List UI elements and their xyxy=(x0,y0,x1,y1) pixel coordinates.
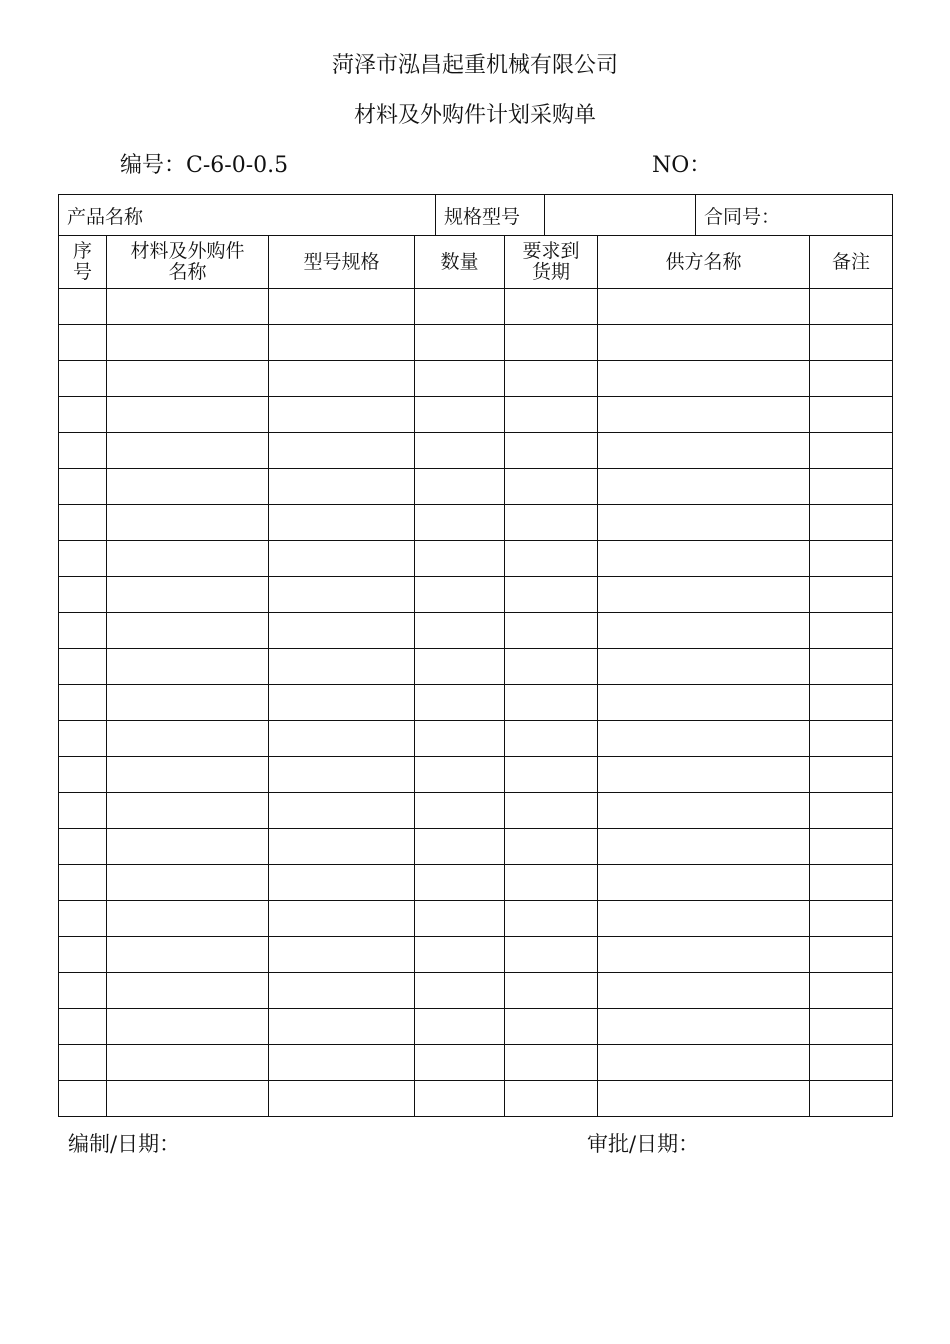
supplier-cell[interactable] xyxy=(598,505,810,541)
col-header-material-line2: 名称 xyxy=(168,261,207,283)
material-name-cell[interactable] xyxy=(107,469,269,505)
remarks-cell[interactable] xyxy=(810,289,893,325)
table-body xyxy=(59,289,893,1117)
remarks-cell[interactable] xyxy=(810,1045,893,1081)
material-name-cell[interactable] xyxy=(107,865,269,901)
remarks-cell[interactable] xyxy=(810,721,893,757)
seq-cell[interactable] xyxy=(59,757,107,793)
remarks-cell[interactable] xyxy=(810,397,893,433)
due-date-cell[interactable] xyxy=(505,973,598,1009)
material-name-cell[interactable] xyxy=(107,793,269,829)
purchase-table xyxy=(58,235,893,1117)
supplier-cell[interactable] xyxy=(598,613,810,649)
model-spec-cell[interactable] xyxy=(269,721,415,757)
table-row xyxy=(59,973,893,1009)
company-name: 菏泽市泓昌起重机械有限公司 xyxy=(331,53,618,78)
remarks-cell[interactable] xyxy=(810,613,893,649)
model-spec-cell[interactable] xyxy=(269,901,415,937)
table-row xyxy=(59,505,893,541)
spec-value-field[interactable] xyxy=(545,195,696,236)
product-name-label: 产品名称 xyxy=(59,195,436,236)
model-spec-cell[interactable] xyxy=(269,397,415,433)
table-row xyxy=(59,829,893,865)
seq-cell[interactable] xyxy=(59,721,107,757)
table-row xyxy=(59,793,893,829)
quantity-cell[interactable] xyxy=(415,829,505,865)
quantity-cell[interactable] xyxy=(415,685,505,721)
table-row xyxy=(59,613,893,649)
supplier-cell[interactable] xyxy=(598,829,810,865)
table-row xyxy=(59,433,893,469)
material-name-cell[interactable] xyxy=(107,973,269,1009)
quantity-cell[interactable] xyxy=(415,1081,505,1117)
model-spec-cell[interactable] xyxy=(269,973,415,1009)
seq-cell[interactable] xyxy=(59,901,107,937)
supplier-cell[interactable] xyxy=(598,937,810,973)
supplier-cell[interactable] xyxy=(598,289,810,325)
due-date-cell[interactable] xyxy=(505,937,598,973)
supplier-cell[interactable] xyxy=(598,685,810,721)
model-spec-cell[interactable] xyxy=(269,433,415,469)
col-header-material-name xyxy=(107,236,269,289)
due-date-cell[interactable] xyxy=(505,865,598,901)
due-date-cell[interactable] xyxy=(505,361,598,397)
due-date-cell[interactable] xyxy=(505,541,598,577)
seq-cell[interactable] xyxy=(59,361,107,397)
model-spec-cell[interactable] xyxy=(269,793,415,829)
remarks-cell[interactable] xyxy=(810,541,893,577)
model-spec-cell[interactable] xyxy=(269,937,415,973)
table-row xyxy=(59,361,893,397)
due-date-cell[interactable] xyxy=(505,685,598,721)
supplier-cell[interactable] xyxy=(598,541,810,577)
due-date-cell[interactable] xyxy=(505,901,598,937)
material-name-cell[interactable] xyxy=(107,829,269,865)
seq-cell[interactable] xyxy=(59,793,107,829)
material-name-cell[interactable] xyxy=(107,901,269,937)
spec-label: 规格型号 xyxy=(436,195,545,236)
seq-cell[interactable] xyxy=(59,829,107,865)
model-spec-cell[interactable] xyxy=(269,361,415,397)
quantity-cell[interactable] xyxy=(415,757,505,793)
material-name-cell[interactable] xyxy=(107,397,269,433)
material-name-cell[interactable] xyxy=(107,505,269,541)
quantity-cell[interactable] xyxy=(415,361,505,397)
remarks-cell[interactable] xyxy=(810,361,893,397)
table-row xyxy=(59,757,893,793)
remarks-cell[interactable] xyxy=(810,973,893,1009)
supplier-cell[interactable] xyxy=(598,325,810,361)
seq-cell[interactable] xyxy=(59,1045,107,1081)
table-row xyxy=(59,685,893,721)
material-name-cell[interactable] xyxy=(107,721,269,757)
table-row xyxy=(59,865,893,901)
quantity-cell[interactable] xyxy=(415,721,505,757)
remarks-cell[interactable] xyxy=(810,325,893,361)
seq-cell[interactable] xyxy=(59,865,107,901)
col-header-due-line2: 货期 xyxy=(531,261,570,283)
col-header-material-line1: 材料及外购件 xyxy=(130,240,245,262)
table-row xyxy=(59,577,893,613)
table-row xyxy=(59,937,893,973)
quantity-cell[interactable] xyxy=(415,865,505,901)
col-header-seq-line1: 序 xyxy=(72,240,92,262)
seq-cell[interactable] xyxy=(59,1009,107,1045)
remarks-cell[interactable] xyxy=(810,865,893,901)
remarks-cell[interactable] xyxy=(810,433,893,469)
seq-cell[interactable] xyxy=(59,469,107,505)
supplier-cell[interactable] xyxy=(598,1045,810,1081)
model-spec-cell[interactable] xyxy=(269,541,415,577)
quantity-cell[interactable] xyxy=(415,433,505,469)
prepared-by-date: 编制/日期： xyxy=(68,1132,181,1156)
supplier-cell[interactable] xyxy=(598,649,810,685)
table-row xyxy=(59,1081,893,1117)
due-date-cell[interactable] xyxy=(505,721,598,757)
supplier-cell[interactable] xyxy=(598,577,810,613)
material-name-cell[interactable] xyxy=(107,937,269,973)
remarks-cell[interactable] xyxy=(810,505,893,541)
contract-number-label: 合同号： xyxy=(696,195,893,236)
table-row xyxy=(59,469,893,505)
material-name-cell[interactable] xyxy=(107,577,269,613)
table-row xyxy=(59,397,893,433)
col-header-seq xyxy=(59,236,107,289)
col-header-due-line1: 要求到 xyxy=(522,240,580,262)
remarks-cell[interactable] xyxy=(810,469,893,505)
due-date-cell[interactable] xyxy=(505,289,598,325)
material-name-cell[interactable] xyxy=(107,685,269,721)
model-spec-cell[interactable] xyxy=(269,865,415,901)
supplier-cell[interactable] xyxy=(598,757,810,793)
due-date-cell[interactable] xyxy=(505,1081,598,1117)
quantity-cell[interactable] xyxy=(415,469,505,505)
quantity-cell[interactable] xyxy=(415,397,505,433)
due-date-cell[interactable] xyxy=(505,433,598,469)
quantity-cell[interactable] xyxy=(415,577,505,613)
remarks-cell[interactable] xyxy=(810,1081,893,1117)
quantity-cell[interactable] xyxy=(415,1045,505,1081)
seq-cell[interactable] xyxy=(59,577,107,613)
due-date-cell[interactable] xyxy=(505,397,598,433)
form-number-label: NO： xyxy=(652,153,712,178)
product-info-row xyxy=(58,194,893,236)
col-header-supplier: 供方名称 xyxy=(598,236,810,289)
seq-cell[interactable] xyxy=(59,649,107,685)
model-spec-cell[interactable] xyxy=(269,649,415,685)
material-name-cell[interactable] xyxy=(107,325,269,361)
remarks-cell[interactable] xyxy=(810,577,893,613)
quantity-cell[interactable] xyxy=(415,649,505,685)
material-name-cell[interactable] xyxy=(107,1045,269,1081)
table-row xyxy=(59,541,893,577)
quantity-cell[interactable] xyxy=(415,613,505,649)
due-date-cell[interactable] xyxy=(505,469,598,505)
quantity-cell[interactable] xyxy=(415,973,505,1009)
supplier-cell[interactable] xyxy=(598,1081,810,1117)
material-name-cell[interactable] xyxy=(107,361,269,397)
col-header-remarks: 备注 xyxy=(810,236,893,289)
model-spec-cell[interactable] xyxy=(269,325,415,361)
seq-cell[interactable] xyxy=(59,613,107,649)
due-date-cell[interactable] xyxy=(505,829,598,865)
supplier-cell[interactable] xyxy=(598,361,810,397)
remarks-cell[interactable] xyxy=(810,1009,893,1045)
quantity-cell[interactable] xyxy=(415,793,505,829)
remarks-cell[interactable] xyxy=(810,649,893,685)
quantity-cell[interactable] xyxy=(415,289,505,325)
remarks-cell[interactable] xyxy=(810,793,893,829)
due-date-cell[interactable] xyxy=(505,505,598,541)
remarks-cell[interactable] xyxy=(810,757,893,793)
supplier-cell[interactable] xyxy=(598,721,810,757)
model-spec-cell[interactable] xyxy=(269,505,415,541)
due-date-cell[interactable] xyxy=(505,1045,598,1081)
approved-by-date: 审批/日期： xyxy=(587,1132,700,1156)
model-spec-cell[interactable] xyxy=(269,289,415,325)
quantity-cell[interactable] xyxy=(415,901,505,937)
model-spec-cell[interactable] xyxy=(269,757,415,793)
seq-cell[interactable] xyxy=(59,973,107,1009)
due-date-cell[interactable] xyxy=(505,649,598,685)
remarks-cell[interactable] xyxy=(810,937,893,973)
table-row xyxy=(59,289,893,325)
due-date-cell[interactable] xyxy=(505,757,598,793)
table-row xyxy=(59,1009,893,1045)
supplier-cell[interactable] xyxy=(598,397,810,433)
col-header-model-spec: 型号规格 xyxy=(269,236,415,289)
quantity-cell[interactable] xyxy=(415,325,505,361)
table-row xyxy=(59,721,893,757)
col-header-quantity: 数量 xyxy=(415,236,505,289)
due-date-cell[interactable] xyxy=(505,577,598,613)
due-date-cell[interactable] xyxy=(505,793,598,829)
model-spec-cell[interactable] xyxy=(269,469,415,505)
quantity-cell[interactable] xyxy=(415,541,505,577)
supplier-cell[interactable] xyxy=(598,469,810,505)
material-name-cell[interactable] xyxy=(107,433,269,469)
seq-cell[interactable] xyxy=(59,325,107,361)
table-header-row xyxy=(59,236,893,289)
table-row xyxy=(59,1045,893,1081)
seq-cell[interactable] xyxy=(59,289,107,325)
seq-cell[interactable] xyxy=(59,505,107,541)
table-row xyxy=(59,901,893,937)
model-spec-cell[interactable] xyxy=(269,1081,415,1117)
supplier-cell[interactable] xyxy=(598,865,810,901)
material-name-cell[interactable] xyxy=(107,541,269,577)
due-date-cell[interactable] xyxy=(505,1009,598,1045)
model-spec-cell[interactable] xyxy=(269,829,415,865)
remarks-cell[interactable] xyxy=(810,829,893,865)
due-date-cell[interactable] xyxy=(505,613,598,649)
remarks-cell[interactable] xyxy=(810,901,893,937)
quantity-cell[interactable] xyxy=(415,937,505,973)
col-header-due-date xyxy=(505,236,598,289)
seq-cell[interactable] xyxy=(59,433,107,469)
supplier-cell[interactable] xyxy=(598,433,810,469)
form-code: 编号：C-6-0-0.5 xyxy=(120,153,289,178)
supplier-cell[interactable] xyxy=(598,1009,810,1045)
material-name-cell[interactable] xyxy=(107,649,269,685)
material-name-cell[interactable] xyxy=(107,1009,269,1045)
table-row xyxy=(59,649,893,685)
col-header-seq-line2: 号 xyxy=(72,261,92,283)
seq-cell[interactable] xyxy=(59,685,107,721)
model-spec-cell[interactable] xyxy=(269,1045,415,1081)
remarks-cell[interactable] xyxy=(810,685,893,721)
supplier-cell[interactable] xyxy=(598,973,810,1009)
table-row xyxy=(59,325,893,361)
quantity-cell[interactable] xyxy=(415,505,505,541)
seq-cell[interactable] xyxy=(59,541,107,577)
seq-cell[interactable] xyxy=(59,1081,107,1117)
seq-cell[interactable] xyxy=(59,397,107,433)
due-date-cell[interactable] xyxy=(505,325,598,361)
model-spec-cell[interactable] xyxy=(269,577,415,613)
supplier-cell[interactable] xyxy=(598,793,810,829)
model-spec-cell[interactable] xyxy=(269,1009,415,1045)
supplier-cell[interactable] xyxy=(598,901,810,937)
model-spec-cell[interactable] xyxy=(269,685,415,721)
material-name-cell[interactable] xyxy=(107,757,269,793)
form-title: 材料及外购件计划采购单 xyxy=(353,103,596,128)
quantity-cell[interactable] xyxy=(415,1009,505,1045)
seq-cell[interactable] xyxy=(59,937,107,973)
material-name-cell[interactable] xyxy=(107,289,269,325)
material-name-cell[interactable] xyxy=(107,613,269,649)
model-spec-cell[interactable] xyxy=(269,613,415,649)
material-name-cell[interactable] xyxy=(107,1081,269,1117)
